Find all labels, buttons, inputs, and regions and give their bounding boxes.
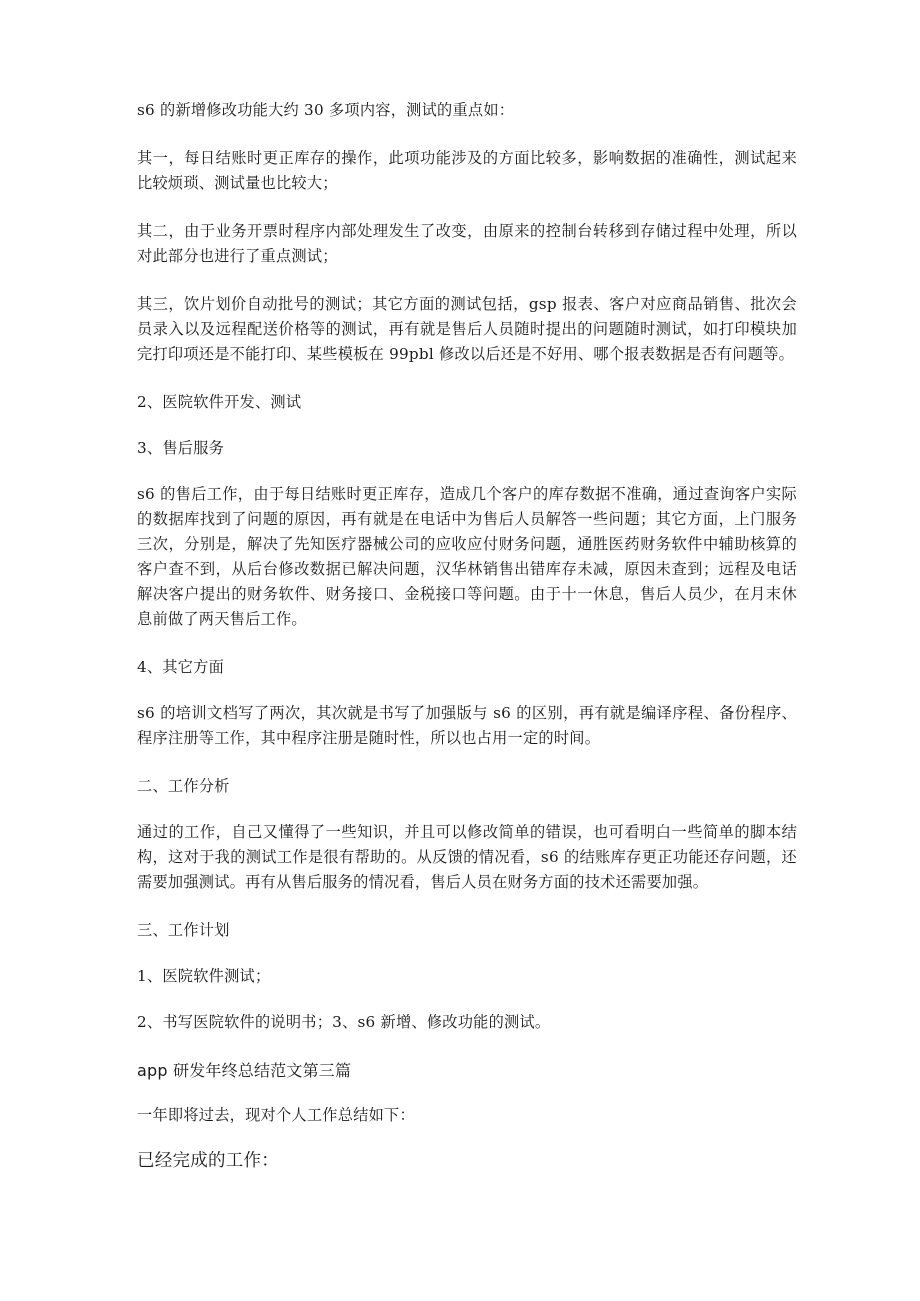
section-heading-third-article: app 研发年终总结范文第三篇 xyxy=(137,1061,352,1080)
plan-item-one: 1、医院软件测试； xyxy=(137,967,271,985)
item-other-aspects: 4、其它方面 xyxy=(137,658,225,676)
document-page xyxy=(137,98,797,1197)
paragraph-s6-overview: s6 的新增修改功能大约 30 多项内容，测试的重点如： xyxy=(137,101,515,119)
paragraph-training-docs: s6 的培训文档写了两次，其次就是书写了加强版与 s6 的区别，再有就是编译序程、备份程序、程序注册等工作，其中程序注册是随时性，所以也占用一定的时间。 xyxy=(137,704,797,747)
paragraph-point-one: 其一，每日结账时更正库存的操作，此项功能涉及的方面比较多，影响数据的准确性，测试起来比较烦琐、测试量也比较大； xyxy=(137,149,797,192)
paragraph-intro: 一年即将过去，现对个人工作总结如下： xyxy=(137,1106,415,1124)
paragraph-point-two: 其二，由于业务开票时程序内部处理发生了改变，由原来的控制台转移到存储过程中处理，所以对此部分也进行了重点测试； xyxy=(137,222,797,265)
item-hospital-dev: 2、医院软件开发、测试 xyxy=(137,393,302,411)
paragraph-point-three: 其三，饮片划价自动批号的测试；其它方面的测试包括，gsp 报表、客户对应商品销售、批次会员录入以及远程配送价格等的测试，再有就是售后人员随时提出的问题随时测试，如打印模块加完打印项还是不能打印、某些模板在 99pbl 修改以后还是不好用、哪个报表数据是否有问题等。 xyxy=(137,295,797,363)
item-after-sales: 3、售后服务 xyxy=(137,439,225,457)
section-work-plan: 三、工作计划 xyxy=(137,921,230,939)
section-work-analysis: 二、工作分析 xyxy=(137,777,230,795)
paragraph-after-sales-detail: s6 的售后工作，由于每日结账时更正库存，造成几个客户的库存数据不准确，通过查询客户实际的数据库找到了问题的原因，再有就是在电话中为售后人员解答一些问题；其它方面，上门服务三次，分别是，解决了先知医疗器械公司的应收应付财务问题，通胜医药财务软件中辅助核算的客户查不到，从后台修改数据已解决问题，汉华林销售出错库存未减，原因未查到；远程及电话解决客户提出的财务软件、财务接口、金税接口等问题。由于十一休息，售后人员少，在月末休息前做了两天售后工作。 xyxy=(137,485,797,628)
subheading-completed-work: 已经完成的工作： xyxy=(137,1151,279,1171)
paragraph-analysis-detail: 通过的工作，自己又懂得了一些知识，并且可以修改简单的错误，也可看明白一些简单的脚本结构，这对于我的测试工作是很有帮助的。从反馈的情况看，s6 的结账库存更正功能还存问题，还需要加强测试。再有从售后服务的情况看，售后人员在财务方面的技术还需要加强。 xyxy=(137,823,797,891)
plan-item-two: 2、书写医院软件的说明书；3、s6 新增、修改功能的测试。 xyxy=(137,1013,551,1031)
